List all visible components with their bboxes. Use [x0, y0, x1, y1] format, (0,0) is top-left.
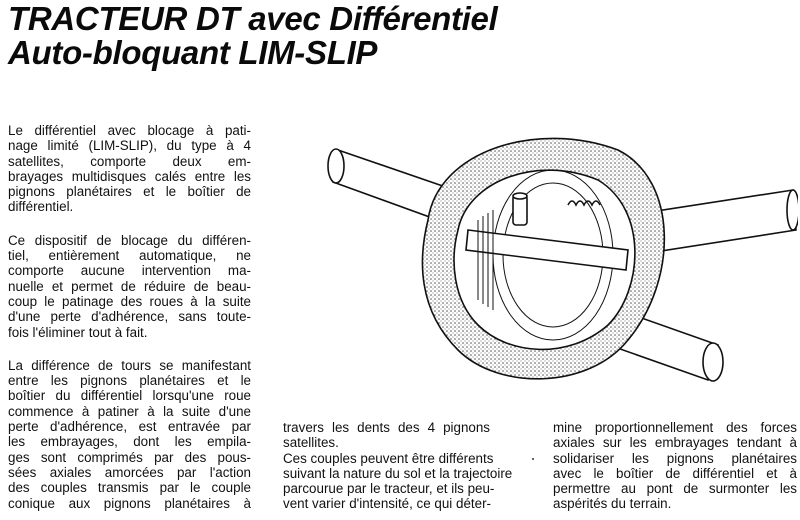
title-line-1: TRACTEUR DT avec Différentiel [8, 0, 498, 37]
text-line: ges sont comprimés par des pous- [8, 449, 251, 465]
text-line: comporte aucune intervention ma- [8, 263, 251, 279]
text-line: satellites. [283, 435, 339, 451]
differential-cutaway-illustration [298, 110, 798, 410]
text-line: travers les dents des 4 pignons [283, 420, 490, 435]
text-line: Le différentiel avec blocage à pati- [8, 123, 251, 138]
text-line: fois l'éliminer tout à fait. [8, 324, 148, 340]
text-line: entre les pignons planétaires et le [8, 373, 251, 389]
text-line: boîtier du différentiel lorsqu'une roue [8, 388, 251, 404]
text-line: Ce dispositif de blocage du différen- [8, 232, 251, 248]
text-column-2 [283, 420, 513, 512]
print-speck [532, 458, 534, 460]
text-line: différentiel. [8, 199, 74, 215]
text-line: solidariser les pignons planétaires [553, 450, 797, 466]
text-line: d'une perte d'adhérence, sans toute- [8, 309, 251, 325]
text-line: les embrayages, dont les empila- [8, 434, 251, 450]
text-line: satellites, comporte deux em- [8, 153, 251, 169]
paragraph [8, 233, 251, 340]
paragraph [8, 123, 251, 215]
text-line: vent varier d'intensité, ce qui déter- [283, 496, 491, 512]
text-line: suivant la nature du sol et la trajectoire [283, 465, 513, 481]
paragraph [8, 358, 251, 511]
text-line: conique aux pignons planétaires à [8, 495, 251, 511]
text-line: parcourue par le tracteur, et ils peu- [283, 481, 495, 497]
text-line: pignons planétaires et le boîtier de [8, 184, 251, 200]
text-line: commence à patiner à la suite d'une [8, 403, 251, 419]
title-line-2: Auto-bloquant LIM-SLIP [8, 34, 378, 71]
text-line: avec le boîtier de différentiel et à [553, 465, 797, 481]
text-line: permettre au pont de surmonter les [553, 481, 797, 497]
text-line: tiel, entièrement automatique, ne [8, 248, 251, 264]
text-line: nuelle et permet de réduire de beau- [8, 278, 251, 294]
text-line: coup le patinage des roues à la suite [8, 293, 251, 309]
text-line: sées axiales amorcées par l'action [8, 464, 251, 480]
text-column-1 [8, 123, 251, 511]
text-column-3 [553, 420, 797, 512]
page-title [8, 2, 497, 70]
text-line: des couples transmis par le couple [8, 480, 251, 496]
text-line: axiales sur les embrayages tendant à [553, 435, 797, 451]
text-line: mine proportionnellement des forces [553, 420, 797, 435]
text-line: La différence de tours se manifestant [8, 357, 251, 373]
text-line: nage limité (LIM-SLIP), du type à 4 [8, 138, 251, 154]
text-line: perte d'adhérence, est entravée par [8, 419, 251, 435]
text-line: Ces couples peuvent être différents [283, 450, 494, 466]
text-line: brayages multidisques calés entre les [8, 168, 251, 184]
text-line: aspérités du terrain. [553, 496, 672, 512]
